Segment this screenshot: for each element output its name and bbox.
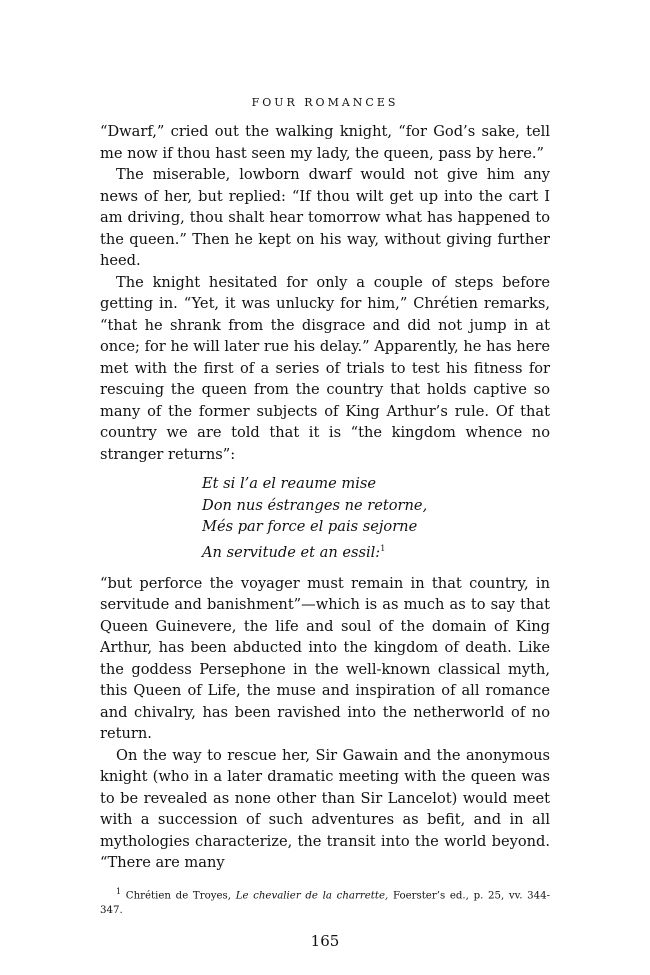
footnote-mark: 1 [116,886,122,896]
footnote-title: Le chevalier de la charrette, [235,890,389,902]
page [100,96,550,950]
verse-line-3: Més par force el pais sejorne [202,518,418,535]
paragraph-1: “Dwarf,” cried out the walking knight, “for God’s sake, tell me now if thou hast seen my lady, the queen, pass by here.” [100,123,550,162]
page-number: 165 [310,932,340,951]
verse-line-2: Don nus éstranges ne retorne, [202,496,428,514]
verse-quote [202,473,550,563]
footnote-reference: 1 [380,543,386,553]
paragraph-5: On the way to rescue her, Sir Gawain and the anonymous knight (who in a later dramatic meeting with the queen was to be revealed as none other than Sir Lancelot) would meet with a succession of such adventures as befit, and in all mythologies characterize, the transit into the world beyond. “There are many [100,746,550,872]
paragraph-3: The knight hesitated for only a couple of steps before getting in. “Yet, it was unlucky for him,” Chrétien remarks, “that he shrank from the disgrace and did not jump in at once; for he will later rue his delay.” Apparently, he has here met with the first of a series of trials to test his fitness for rescuing the queen from the country that holds captive so many of the former subjects of King Arthur’s rule. Of that country we are told that it is “the kingdom whence no stranger returns”: [100,273,550,463]
verse-line-4-text: An servitude et an essil: [202,543,381,561]
paragraph-4: “but perforce the voyager must remain in that country, in servitude and banishment”—which is as much as to say that Queen Guinevere, the life and soul of the domain of King Arthur, has been abducted into the kingdom of death. Like the goddess Persephone in the well-known classical myth, this Queen of Life, the muse and inspiration of all romance and chivalry, has been ravished into the netherworld of no return. [100,574,550,743]
verse-line-4 [202,538,550,563]
footnote [100,884,550,918]
footnote-rest: Foerster’s ed., p. 25, vv. 344-347. [100,890,551,917]
running-head: FOUR ROMANCES [251,96,399,109]
paragraph-2: The miserable, lowborn dwarf would not give him any news of her, but replied: “If thou wilt get up into the cart I am driving, thou shalt hear tomorrow what has happened to the queen.” Then he kept on his way, without giving further heed. [100,166,550,269]
footnote-author: Chrétien de Troyes, [125,890,231,902]
verse-line-1: Et si l’a el reaume mise [202,475,376,492]
